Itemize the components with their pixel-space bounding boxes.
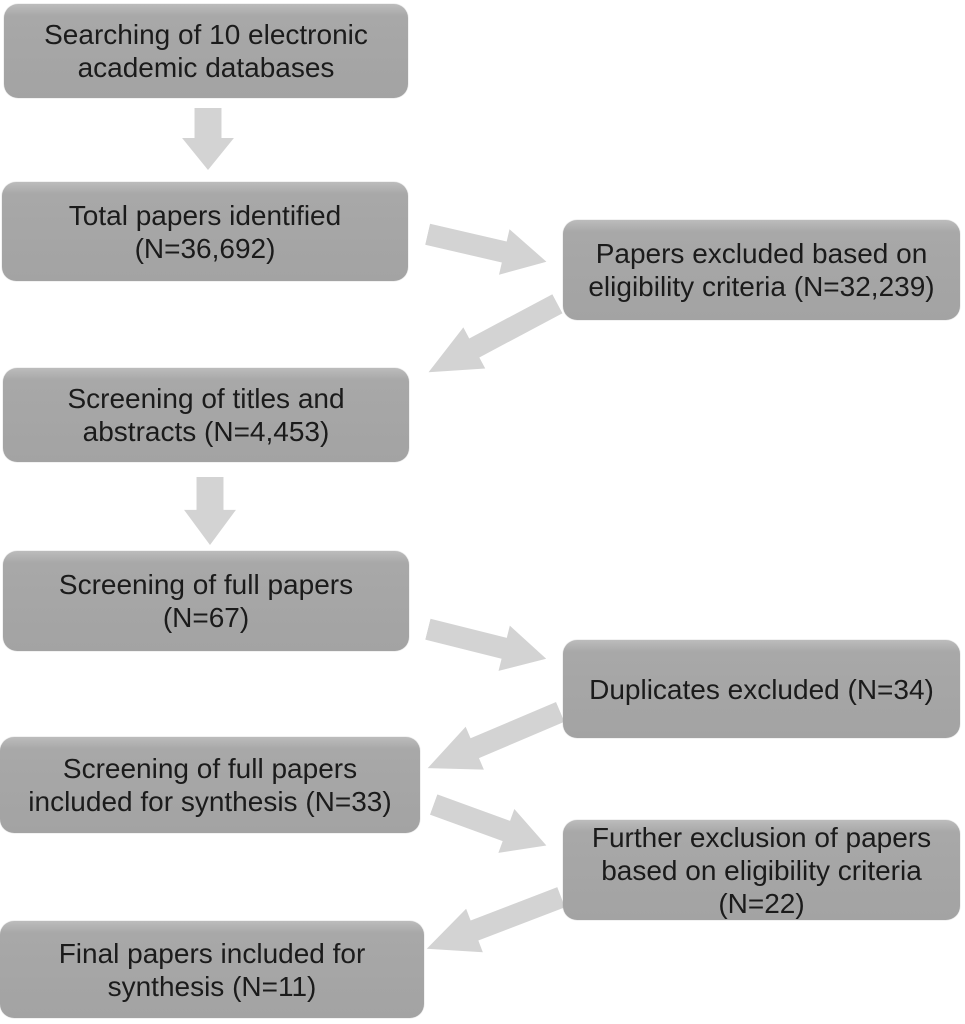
node-duplicates-excluded [563,640,960,738]
node-label: Further exclusion of papers based on eligibility criteria (N=22) [591,821,932,919]
node-label: Screening of full papers included for synthesis (N=33) [28,753,392,817]
right-arrow-icon [422,209,553,287]
node-label: Screening of titles and abstracts (N=4,453) [67,383,345,447]
down-left-arrow-icon [418,688,571,792]
node-label: Papers excluded based on eligibility criteria (N=32,239) [588,238,935,302]
node-label: Searching of 10 electronic academic databases [44,19,368,83]
down-arrow-icon [180,108,236,170]
down-arrow-icon [182,477,238,545]
node-full-papers-screening [3,551,409,651]
node-synthesis-screening [0,737,420,833]
down-left-arrow-icon [417,873,570,973]
node-database-search [4,4,408,98]
node-titles-abstracts-screening [3,368,409,462]
node-final-papers [0,921,424,1018]
node-label: Final papers included for synthesis (N=11) [58,937,366,1002]
node-label: Total papers identified (N=36,692) [68,199,342,264]
node-total-papers-identified [2,182,408,281]
right-arrow-icon [422,604,553,684]
down-left-arrow-icon [416,281,569,395]
node-further-exclusion [563,820,960,920]
right-arrow-icon [425,780,556,870]
node-label: Duplicates excluded (N=34) [589,673,934,705]
node-label: Screening of full papers (N=67) [58,569,354,633]
node-papers-excluded-eligibility [563,220,960,320]
